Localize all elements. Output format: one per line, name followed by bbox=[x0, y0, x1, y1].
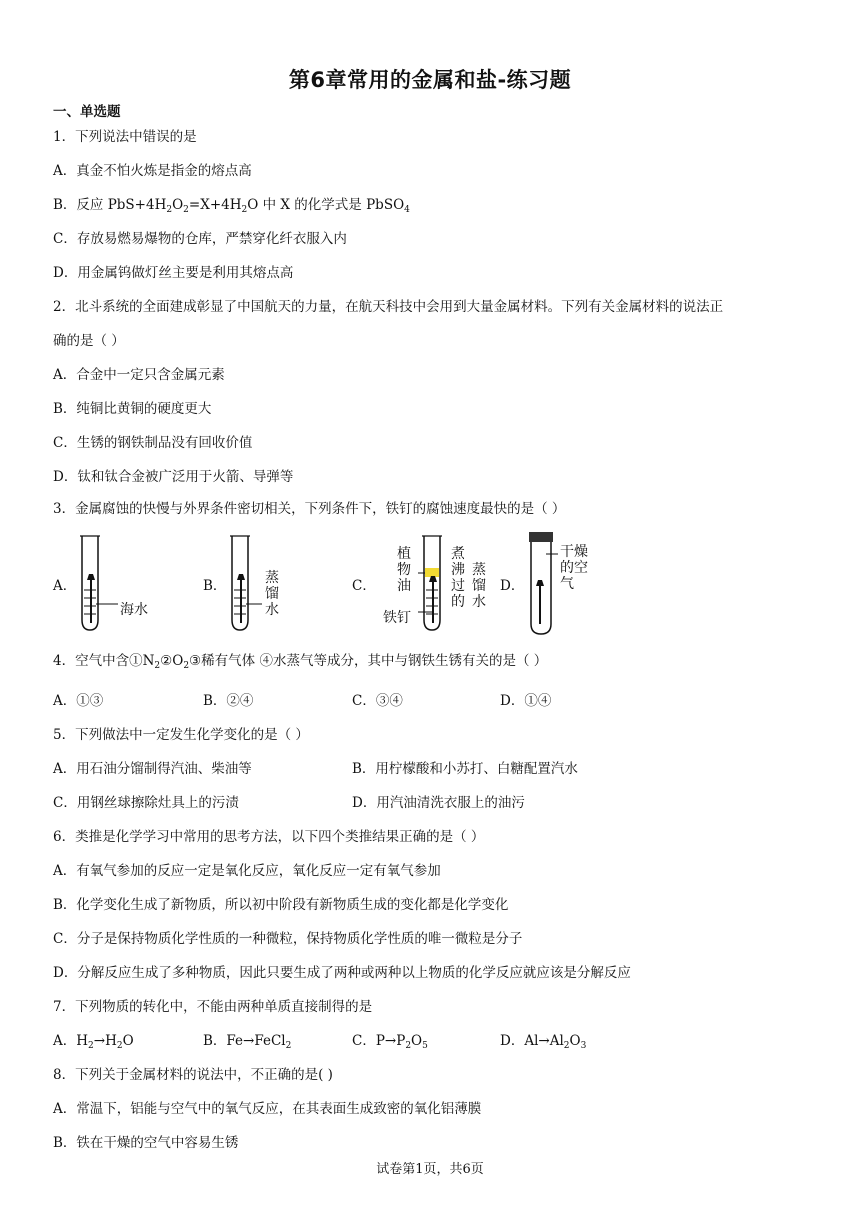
q8-option-a: A．常温下，铝能与空气中的氧气反应，在其表面生成致密的氧化铝薄膜 bbox=[53, 1101, 482, 1117]
q3-option-b: B． bbox=[203, 578, 227, 594]
q1-option-c: C．存放易燃易爆物的仓库，严禁穿化纤衣服入内 bbox=[53, 231, 347, 247]
q4-stem: 4．空气中含$①N_2②O_2③$稀有气体 ④水蒸气等成分，其中与钢铁生锈有关的是（ ） bbox=[53, 653, 548, 671]
q2-option-c: C．生锈的钢铁制品没有回收价值 bbox=[53, 435, 253, 451]
q6-option-b: B．化学变化生成了新物质，所以初中阶段有新物质生成的变化都是化学变化 bbox=[53, 897, 509, 913]
q2-option-d: D．钛和钛合金被广泛用于火箭、导弹等 bbox=[53, 469, 294, 485]
q5-option-c: C．用钢丝球擦除灶具上的污渍 bbox=[53, 795, 239, 811]
fig-b-label: 蒸 馏 水 bbox=[265, 570, 279, 618]
q8-option-b: B．铁在干燥的空气中容易生锈 bbox=[53, 1135, 239, 1151]
q6-stem: 6．类推是化学学习中常用的思考方法，以下四个类推结果正确的是（ ） bbox=[53, 829, 485, 845]
q3-stem: 3．金属腐蚀的快慢与外界条件密切相关，下列条件下，铁钉的腐蚀速度最快的是（ ） bbox=[53, 501, 566, 517]
q1-stem: 1．下列说法中错误的是 bbox=[53, 129, 197, 145]
q4-option-a: A．①③ bbox=[53, 693, 104, 709]
q5-option-d: D．用汽油清洗衣服上的油污 bbox=[352, 795, 525, 811]
q2-option-b: B．纯铜比黄铜的硬度更大 bbox=[53, 401, 212, 417]
q3-option-d: D． bbox=[500, 578, 525, 594]
fig-d-label: 干燥 的空 气 bbox=[560, 544, 588, 592]
q1-option-a: A．真金不怕火炼是指金的熔点高 bbox=[53, 163, 252, 179]
section-heading: 一、单选题 bbox=[53, 104, 121, 120]
q2-stem-line1: 2．北斗系统的全面建成彰显了中国航天的力量，在航天科技中会用到大量金属材料。下列有关金属材料的说法正 bbox=[53, 299, 724, 315]
q1-option-b: B．反应 $PbS+4H_2O_2=X+4H_2O$ 中 X 的化学式是 PbSO$_4$ bbox=[53, 197, 410, 215]
q4-option-d: D．①④ bbox=[500, 693, 552, 709]
q4-option-b: B．②④ bbox=[203, 693, 254, 709]
q2-option-a: A．合金中一定只含金属元素 bbox=[53, 367, 225, 383]
q7-option-d: D．$Al\to Al_2O_3$ bbox=[500, 1033, 587, 1051]
q5-option-b: B．用柠檬酸和小苏打、白糖配置汽水 bbox=[352, 761, 578, 777]
fig-c-nail-label: 铁钉 bbox=[383, 610, 411, 626]
q8-stem: 8．下列关于金属材料的说法中，不正确的是( ) bbox=[53, 1067, 333, 1083]
q4-option-c: C．③④ bbox=[352, 693, 403, 709]
q7-option-b: B．Fe→FeCl$_2$ bbox=[203, 1033, 292, 1051]
fig-c-water-label: 蒸 馏 水 bbox=[472, 562, 486, 610]
q7-option-a: A．$H_2\to H_2O$ bbox=[53, 1033, 134, 1051]
q7-option-c: C．$P\to P_2O_5$ bbox=[352, 1033, 428, 1051]
page-footer: 试卷第1页，共6页 bbox=[376, 1162, 484, 1177]
q6-option-d: D．分解反应生成了多种物质，因此只要生成了两种或两种以上物质的化学反应就应该是分解反应 bbox=[53, 965, 631, 981]
q5-option-a: A．用石油分馏制得汽油、柴油等 bbox=[53, 761, 252, 777]
q6-option-a: A．有氧气参加的反应一定是氧化反应，氧化反应一定有氧气参加 bbox=[53, 863, 441, 879]
q3-option-a: A． bbox=[53, 578, 77, 594]
test-tube-sea-water-figure bbox=[78, 528, 168, 638]
q5-stem: 5．下列做法中一定发生化学变化的是（ ） bbox=[53, 727, 309, 743]
q6-option-c: C．分子是保持物质化学性质的一种微粒，保持物质化学性质的唯一微粒是分子 bbox=[53, 931, 523, 947]
fig-a-label: 海水 bbox=[120, 602, 148, 618]
test-tube-dry-air-figure bbox=[524, 528, 564, 638]
fig-c-oil-label: 植 物 油 bbox=[397, 546, 411, 594]
page-title: 第6章常用的金属和盐-练习题 bbox=[288, 68, 572, 92]
q1-option-d: D．用金属钨做灯丝主要是利用其熔点高 bbox=[53, 265, 294, 281]
q3-option-c: C． bbox=[352, 578, 376, 594]
q2-stem-line2: 确的是（ ） bbox=[53, 333, 125, 349]
q7-stem: 7．下列物质的转化中，不能由两种单质直接制得的是 bbox=[53, 999, 373, 1015]
fig-c-boiled-label: 煮 沸 过 的 bbox=[451, 546, 465, 610]
